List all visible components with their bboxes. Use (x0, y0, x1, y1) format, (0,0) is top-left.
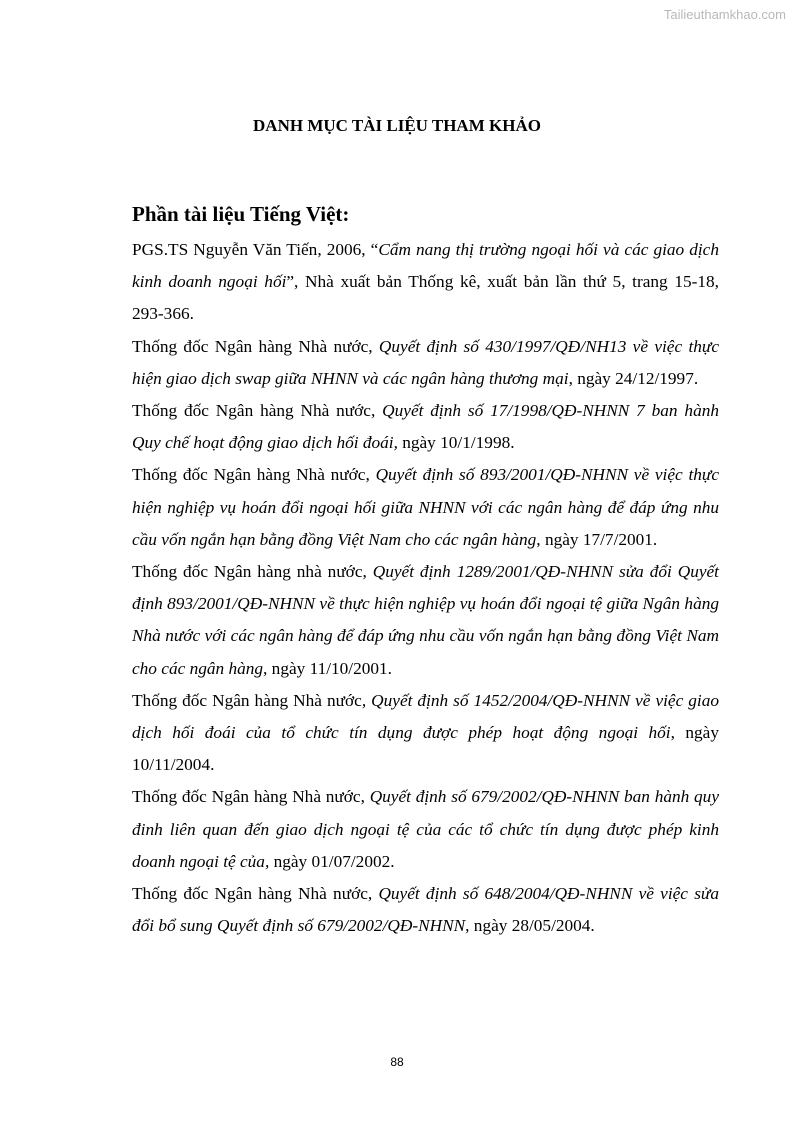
reference-author: PGS.TS Nguyễn Văn Tiến, 2006, “ (132, 240, 379, 259)
reference-item (132, 685, 719, 782)
reference-details: ngày 10/1/1998. (397, 433, 515, 453)
reference-item (132, 234, 719, 331)
reference-author: Thống đốc Ngân hàng Nhà nước, (132, 465, 376, 485)
reference-title: Quyết định số 679/2002/QĐ-NHNN ban hành quy đinh liên quan đến giao dịch ngoại tệ của các tổ chức tín dụng được phép kinh doanh ngoại tệ của, (132, 787, 719, 871)
reference-author: Thống đốc Ngân hàng Nhà nước, (132, 787, 370, 807)
reference-item (132, 781, 719, 878)
reference-item (132, 459, 719, 556)
reference-details: , ngày 10/11/2004. (132, 723, 719, 775)
reference-item (132, 331, 719, 395)
reference-details: ”, Nhà xuất bản Thống kê, xuất bản lần thứ 5, trang 15-18, 293-366. (132, 272, 719, 324)
reference-author: Thống đốc Ngân hàng Nhà nước (132, 690, 362, 710)
page-title: DANH MỤC TÀI LIỆU THAM KHẢO (253, 116, 541, 135)
reference-list (132, 234, 719, 942)
section-heading: Phần tài liệu Tiếng Việt: (132, 202, 350, 226)
reference-title: Quyết định số 430/1997/QĐ/NH13 về việc thực hiện giao dịch swap giữa NHNN và các ngân hàng thương mại (132, 336, 719, 388)
reference-item (132, 878, 719, 942)
reference-title: , Quyết định số 1452/2004/QĐ-NHNN về việc giao dịch hối đoái của tổ chức tín dụng được phép hoạt động ngoại hối (132, 690, 719, 743)
reference-title: Cẩm nang thị trường ngoại hối và các giao dịch kinh doanh ngoại hối (132, 240, 719, 292)
reference-details: , ngày 11/10/2001. (263, 658, 392, 678)
reference-title: Quyết định số 17/1998/QĐ-NHNN 7 ban hành Quy chế hoạt động giao dịch hối đoái, (132, 401, 719, 453)
reference-item (132, 395, 719, 459)
page-number: 88 (390, 1055, 404, 1069)
reference-details: , ngày 28/05/2004. (465, 916, 595, 936)
reference-title: Quyết định số 893/2001/QĐ-NHNN về việc thực hiện nghiệp vụ hoán đổi ngoại hối giữa NHNN với các ngân hàng để đáp ứng nhu cầu vốn ngắn hạn bằng đồng Việt Nam cho các ngân hàng (132, 465, 719, 549)
reference-details: , ngày 17/7/2001. (536, 529, 658, 549)
reference-author: Thống đốc Ngân hàng nhà nước, (132, 562, 373, 582)
reference-details: , ngày 24/12/1997. (568, 368, 699, 388)
reference-author: Thống đốc Ngân hàng Nhà nước, (132, 336, 379, 356)
reference-details: ngày 01/07/2002. (269, 851, 395, 871)
reference-title: Quyết định 1289/2001/QĐ-NHNN sửa đổi Quyết định 893/2001/QĐ-NHNN về thực hiện nghiệp vụ hoán đổi ngoại tệ giữa Ngân hàng Nhà nước với các ngân hàng để đáp ứng nhu cầu vốn ngắn hạn bằng đồng Việt Nam cho các ngân hàng (132, 562, 719, 678)
reference-title: Quyết định số 648/2004/QĐ-NHNN về việc sửa đổi bổ sung Quyết định số 679/2002/QĐ-NHNN (132, 884, 719, 936)
reference-item (132, 556, 719, 685)
reference-author: Thống đốc Ngân hàng Nhà nước, (132, 884, 379, 904)
reference-author: Thống đốc Ngân hàng Nhà nước, (132, 401, 383, 421)
watermark: Tailieuthamkhao.com (663, 7, 786, 22)
